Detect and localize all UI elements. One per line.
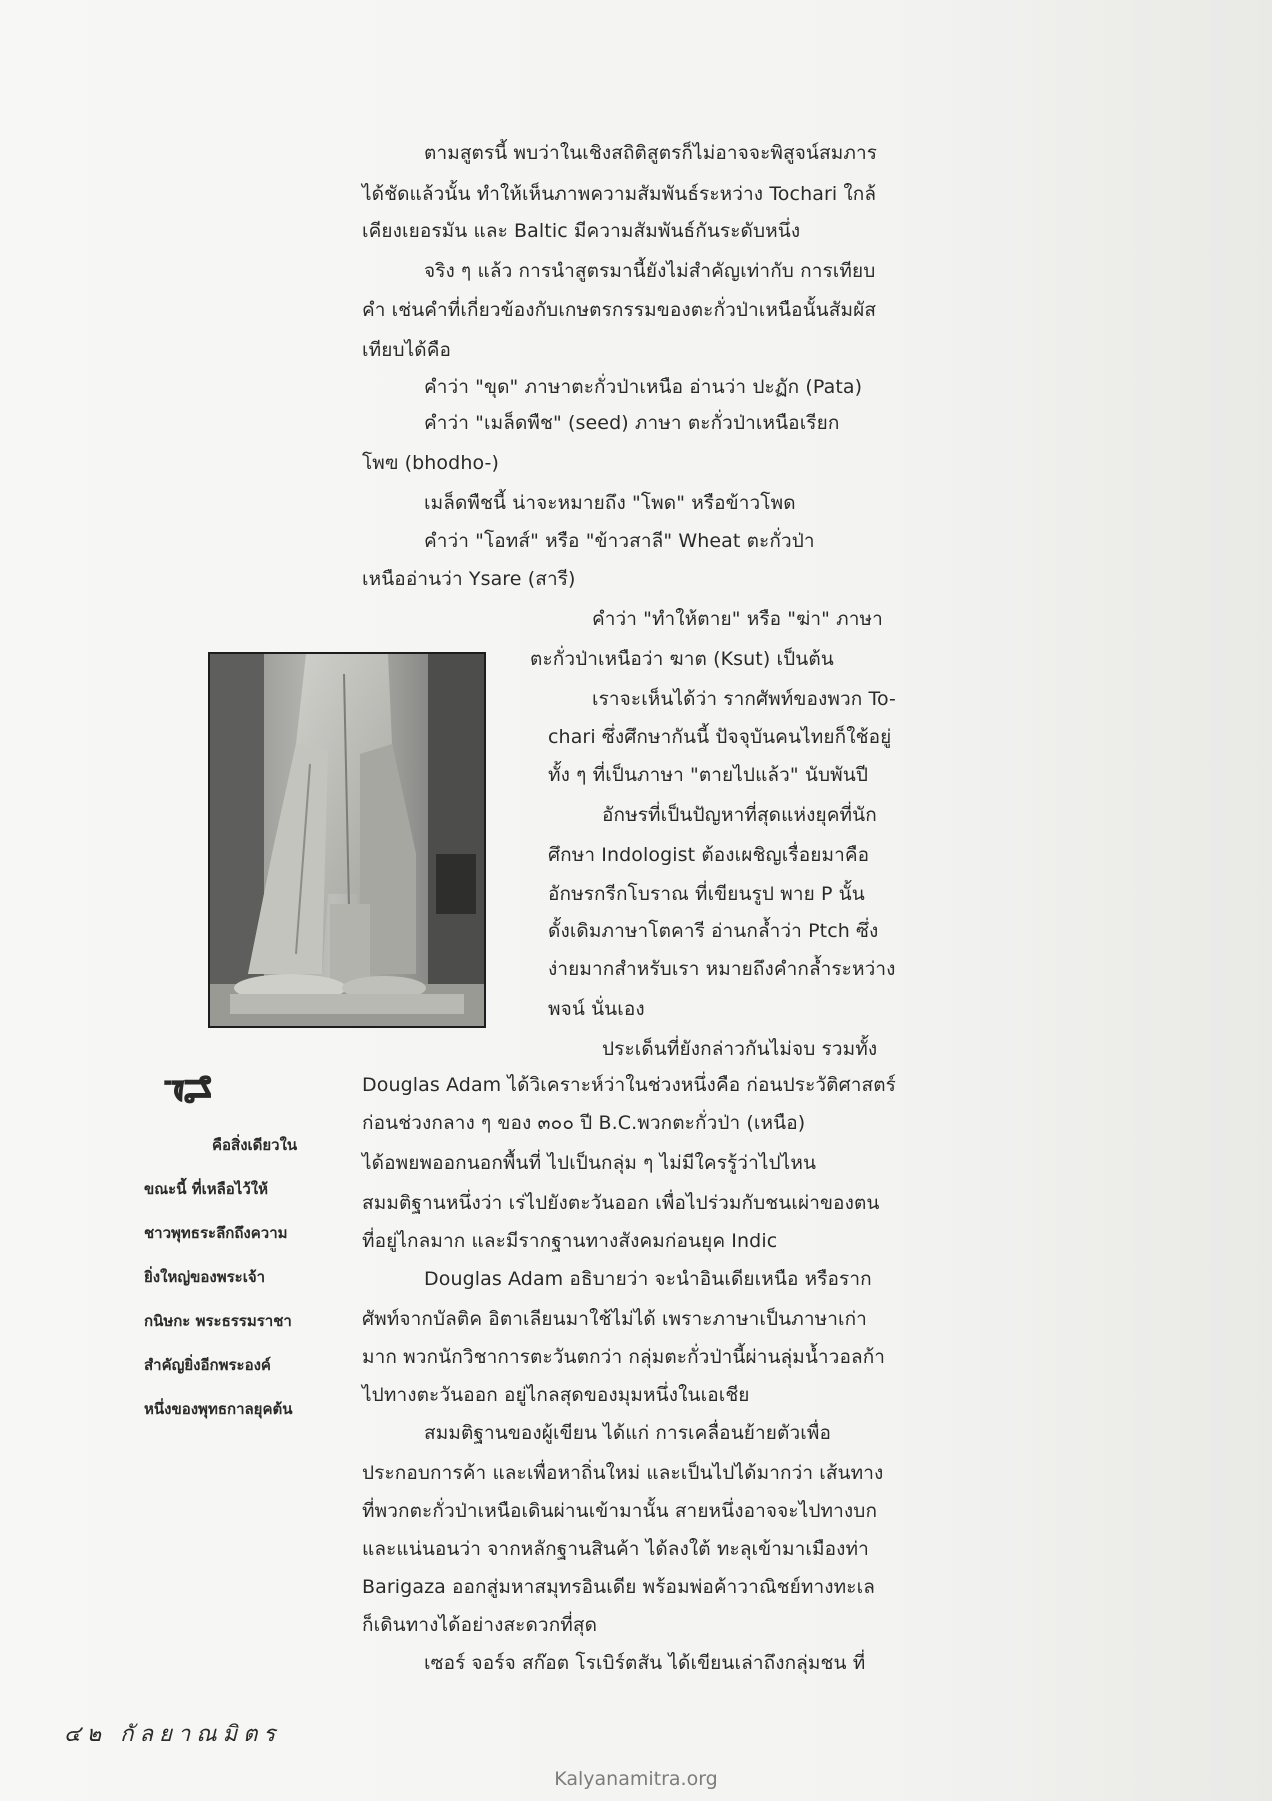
body-line: ตะกั่วป่าเหนือว่า ฆาต (Ksut) เป็นต้น — [530, 648, 834, 670]
body-line: ประกอบการค้า และเพื่อหาถิ่นใหม่ และเป็นไปได้มากว่า เส้นทาง — [362, 1462, 884, 1484]
body-line: ได้ชัดแล้วนั้น ทำให้เห็นภาพความสัมพันธ์ระหว่าง Tochari ใกล้ — [362, 183, 877, 205]
body-line: สมมติฐานของผู้เขียน ได้แก่ การเคลื่อนย้ายตัวเพื่อ — [424, 1422, 831, 1444]
body-line: จริง ๆ แล้ว การนำสูตรมานี้ยังไม่สำคัญเท่ากับ การเทียบ — [424, 260, 876, 282]
body-line: เคียงเยอรมัน และ Baltic มีความสัมพันธ์กันระดับหนึ่ง — [362, 220, 801, 242]
sidebar-caption-line: ขณะนี้ ที่เหลือไว้ให้ — [144, 1180, 268, 1198]
body-line: เหนืออ่านว่า Ysare (สารี) — [362, 568, 576, 590]
body-line: คำว่า "เมล็ดพืช" (seed) ภาษา ตะกั่วป่าเหนือเรียก — [424, 412, 840, 434]
body-line: ดั้งเดิมภาษาโตคารี อ่านกล้ำว่า Ptch ซึ่ง — [548, 920, 879, 942]
body-line: ที่อยู่ไกลมาก และมีรากฐานทางสังคมก่อนยุค Indic — [362, 1230, 778, 1252]
body-line: เมล็ดพืชนี้ น่าจะหมายถึง "โพด" หรือข้าวโพด — [424, 492, 796, 514]
statue-photo — [208, 652, 486, 1028]
site-watermark: Kalyanamitra.org — [554, 1768, 718, 1790]
sidebar-caption-line: ชาวพุทธระลึกถึงความ — [144, 1224, 288, 1242]
sidebar-caption-line: คือสิ่งเดียวใน — [212, 1136, 298, 1154]
body-line: ก่อนช่วงกลาง ๆ ของ ๓๐๐ ปี B.C.พวกตะกั่วป่า (เหนือ) — [362, 1112, 806, 1134]
body-line: ทั้ง ๆ ที่เป็นภาษา "ตายไปแล้ว" นับพันปี — [548, 764, 869, 786]
body-line: ตามสูตรนี้ พบว่าในเชิงสถิติสูตรก็ไม่อาจจะพิสูจน์สมภาร — [424, 142, 878, 164]
body-line: Barigaza ออกสู่มหาสมุทรอินเดีย พร้อมพ่อค้าวาณิชย์ทางทะเล — [362, 1576, 875, 1598]
body-line: ได้อพยพออกนอกพื้นที่ ไปเป็นกลุ่ม ๆ ไม่มีใครรู้ว่าไปไหน — [362, 1152, 817, 1174]
page-number-footer: ๔๒ กัลยาณมิตร — [64, 1722, 282, 1747]
body-line: เซอร์ จอร์จ สก๊อต โรเบิร์ตสัน ได้เขียนเล่าถึงกลุ่มชน ที่ — [424, 1652, 866, 1674]
sidebar-caption-line: สำคัญยิ่งอีกพระองค์ — [144, 1356, 271, 1374]
body-line: ศัพท์จากบัลติค อิตาเลียนมาใช้ไม่ได้ เพราะภาษาเป็นภาษาเก่า — [362, 1308, 867, 1330]
sidebar-caption-line: หนึ่งของพุทธกาลยุคต้น — [144, 1400, 293, 1418]
body-line: คำว่า "ขุด" ภาษาตะกั่วป่าเหนือ อ่านว่า ปะฏัก (Pata) — [424, 376, 863, 398]
body-line: คำ เช่นคำที่เกี่ยวข้องกับเกษตรกรรมของตะกั่วป่าเหนือนั้นสัมผัส — [362, 299, 877, 321]
body-line: เทียบได้คือ — [362, 339, 452, 361]
body-line: Douglas Adam อธิบายว่า จะนำอินเดียเหนือ หรือราก — [424, 1268, 872, 1290]
svg-text:นี่: นี่ — [170, 1074, 221, 1106]
body-line: ไปทางตะวันออก อยู่ไกลสุดของมุมหนึ่งในเอเชีย — [362, 1384, 750, 1406]
body-line: และแน่นอนว่า จากหลักฐานสินค้า ได้ลงใต้ ทะลุเข้ามาเมืองท่า — [362, 1538, 869, 1560]
body-line: สมมติฐานหนึ่งว่า เร่ไปยังตะวันออก เพื่อไปร่วมกับชนเผ่าของตน — [362, 1192, 880, 1214]
sidebar-caption-line: ยิ่งใหญ่ของพระเจ้า — [144, 1268, 266, 1286]
body-line: chari ซึ่งศึกษากันนี้ ปัจจุบันคนไทยก็ใช้อยู่ — [548, 726, 892, 748]
body-line: ก็เดินทางได้อย่างสะดวกที่สุด — [362, 1614, 598, 1636]
body-line: อักษรกรีกโบราณ ที่เขียนรูป พาย P นั้น — [548, 883, 865, 905]
body-line: อักษรที่เป็นปัญหาที่สุดแห่งยุคที่นัก — [602, 804, 877, 826]
decorative-initial — [160, 1040, 221, 1140]
body-line: Douglas Adam ได้วิเคราะห์ว่าในช่วงหนึ่งคือ ก่อนประวัติศาสตร์ — [362, 1074, 896, 1096]
body-line: ที่พวกตะกั่วป่าเหนือเดินผ่านเข้ามานั้น สายหนึ่งอาจจะไปทางบก — [362, 1500, 878, 1522]
body-line: พจน์ นั่นเอง — [548, 998, 645, 1020]
body-line: โพฃ (bhodho-) — [362, 452, 500, 474]
body-line: ศึกษา Indologist ต้องเผชิญเรื่อยมาคือ — [548, 844, 870, 866]
body-line: มาก พวกนักวิชาการตะวันตกว่า กลุ่มตะกั่วป่านี้ผ่านลุ่มน้ำวอลก้า — [362, 1346, 886, 1368]
body-line: คำว่า "โอทส์" หรือ "ข้าวสาลี" Wheat ตะกั่วป่า — [424, 530, 815, 552]
body-line: ง่ายมากสำหรับเรา หมายถึงคำกล้ำระหว่าง — [548, 958, 896, 980]
body-line: คำว่า "ทำให้ตาย" หรือ "ฆ่า" ภาษา — [592, 608, 883, 630]
body-line: ประเด็นที่ยังกล่าวกันไม่จบ รวมทั้ง — [602, 1038, 878, 1060]
sidebar-caption-line: กนิษกะ พระธรรมราชา — [144, 1312, 292, 1330]
body-line: เราจะเห็นได้ว่า รากศัพท์ของพวก To- — [592, 688, 896, 710]
